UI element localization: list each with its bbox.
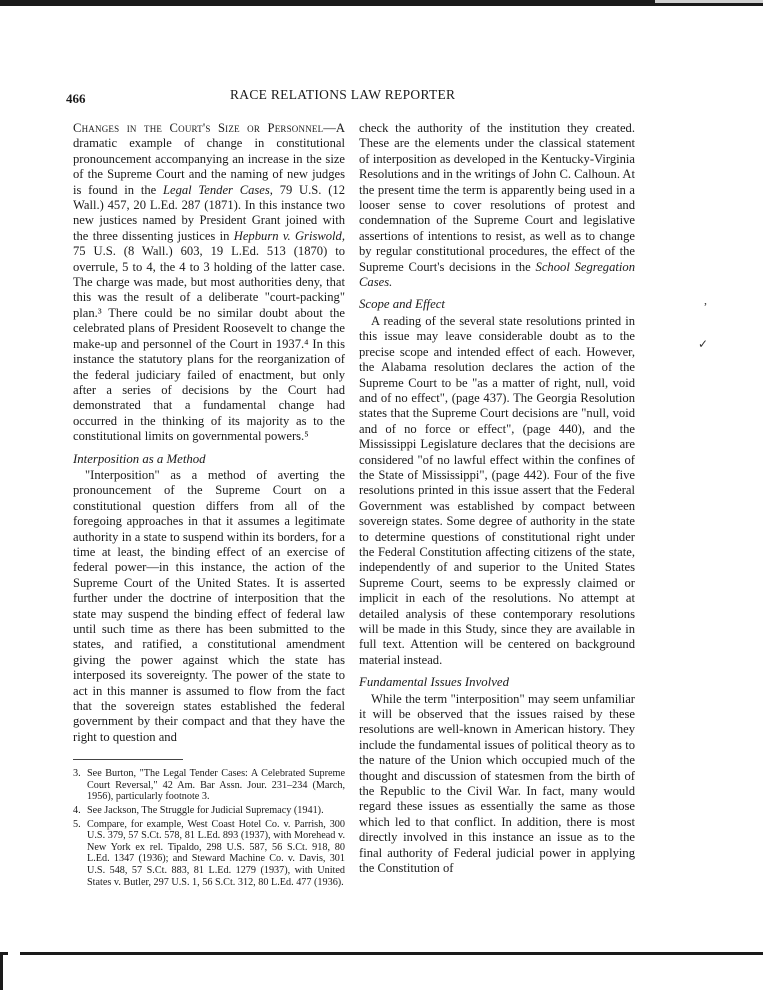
bottom-rule [20, 952, 763, 955]
margin-check-mark: ✓ [698, 337, 709, 351]
bottom-corner-bracket [0, 952, 8, 990]
paragraph-scope-effect: A reading of the several state resolutions printed in this issue may leave considerable doubt as to the precise scope and intended effect of each. However, the Alabama resolution declares the action of the Supreme Court to be "as a matter of right, null, void and of no effect", (page 437). The Georgia Resolution states that the Supreme Court decisions are "null, void and of no force or effect", (page 440), and the Mississippi Legislature declares that the decisions are considered "of no lawful effect within the confines of the State of Mississippi", (page 442). Four of the five resolutions printed in this issue assert that the Federal Government was established by compact between sovereign states. Some degree of authority in the state to determine questions of constitutional right under the Federal Constitution affecting citizens of the state, independently of and superior to the United States Supreme Court, seems to be expressly claimed or implicit in each of the resolutions. No attempt at detailed analysis of these contemporary resolutions will be made in this Study, since they are available in full text. Attention will be centered on background material instead. [359, 313, 635, 667]
top-rule-fade [655, 0, 763, 3]
right-column [359, 121, 635, 877]
footnote-4: 4. See Jackson, The Struggle for Judicial Supremacy (1941). [73, 805, 324, 817]
heading-scope-effect: Scope and Effect [359, 297, 445, 312]
paragraph-court-size: Changes in the Court's Size or Personnel—A dramatic example of change in constitutional pronouncement accompanying an increase in the size of the Supreme Court and the naming of new judges is found in the Legal Tender Cases, 79 U.S. (12 Wall.) 457, 20 L.Ed. 287 (1871). In this instance two new justices named by President Grant joined with the three dissenting justices in Hepburn v. Griswold, 75 U.S. (8 Wall.) 603, 19 L.Ed. 513 (1870) to overrule, 5 to 4, the 4 to 3 holding of the latter case. The charge was made, but most authorities deny, that this was the result of a deliberate "court-packing" plan.³ There could be no similar doubt about the celebrated plans of President Roosevelt to change the make-up and personnel of the Court in 1937.⁴ In this instance the statutory plans for the reorganization of the federal judiciary failed of enactment, but only after a series of decisions by the Court had demonstrated that a fundamental change had occurred in the thinking of its majority as to the constitutional limits on governmental powers.⁵ [73, 121, 345, 444]
page-number: 466 [66, 91, 86, 106]
left-column [73, 121, 345, 890]
footnote-rule [73, 759, 183, 764]
case-name: School Segregation Cases. [359, 259, 635, 290]
top-rule [0, 0, 763, 6]
heading-interposition-method: Interposition as a Method [73, 451, 206, 466]
case-name: Legal Tender Cases, [162, 182, 273, 197]
running-head: RACE RELATIONS LAW REPORTER [230, 87, 456, 102]
footnote-3: 3. See Burton, "The Legal Tender Cases: A Celebrated Supreme Court Reversal," 42 Am. Bar Assn. Jour. 231–234 (March, 1956), particularly footnote 3. [73, 768, 345, 803]
case-name: Hepburn v. Griswold, [233, 228, 345, 243]
margin-tick-mark: , [704, 293, 707, 307]
section-lead: Changes in the Court's Size or Personnel [73, 121, 324, 135]
paragraph-fundamental-issues: While the term "interposition" may seem unfamiliar it will be observed that the issues raised by these resolutions are well-known in American history. They include the fundamental issues of political theory as to the nature of the Union which occupied much of the thought and discussion of statesmen from the birth of the Republic to the Civil War. In fact, many would regard these issues as essentially the same as those which led to that conflict. In addition, there is most directly involved in this instance an issue as to the final authority of Federal judicial power in applying the Constitution of [359, 691, 635, 876]
heading-fundamental-issues: Fundamental Issues Involved [359, 675, 509, 690]
paragraph-continuation: check the authority of the institution they created. These are the elements under the classical statement of interposition as developed in the Kentucky-Virginia Resolutions and in the writings of John C. Calhoun. At the present time the term is apparently being used in a looser sense to cover resolutions of protest and condemnation of the Supreme Court and legislative assertions of intentions to resist, as well as to change by regular constitutional procedures, the effect of the Supreme Court's decisions in the School Segregation Cases. [359, 121, 636, 290]
footnotes [73, 768, 345, 888]
paragraph-interposition: "Interposition" as a method of averting the pronouncement of the Supreme Court on a constitutional question differs from all of the foregoing approaches in that it assumes a legitimate authority in a state to suspend within its borders, for a time at least, the binding effect of an exercise of federal power—in this instance, the action of the Supreme Court of the United States. It is asserted further under the doctrine of interposition that the state may suspend the binding effect of federal law until such time as there has been submitted to the states, and ratified, a constitutional amendment giving the power against which the state has interposed its sovereignty. The power of the state to act in this manner is assumed to flow from the fact that the sovereign states established the federal government by their compact and that they have the right to question and [73, 467, 345, 744]
footnote-5: 5. Compare, for example, West Coast Hotel Co. v. Parrish, 300 U.S. 379, 57 S.Ct. 578, 81 L.Ed. 893 (1937), with Morehead v. New York ex rel. Tipaldo, 298 U.S. 587, 56 S.Ct. 918, 80 L.Ed. 1347 (1936); and Steward Machine Co. v. Davis, 301 U.S. 548, 57 S.Ct. 883, 81 L.Ed. 1279 (1937), with United States v. Butler, 297 U.S. 1, 56 S.Ct. 312, 80 L.Ed. 477 (1936). [73, 818, 345, 888]
